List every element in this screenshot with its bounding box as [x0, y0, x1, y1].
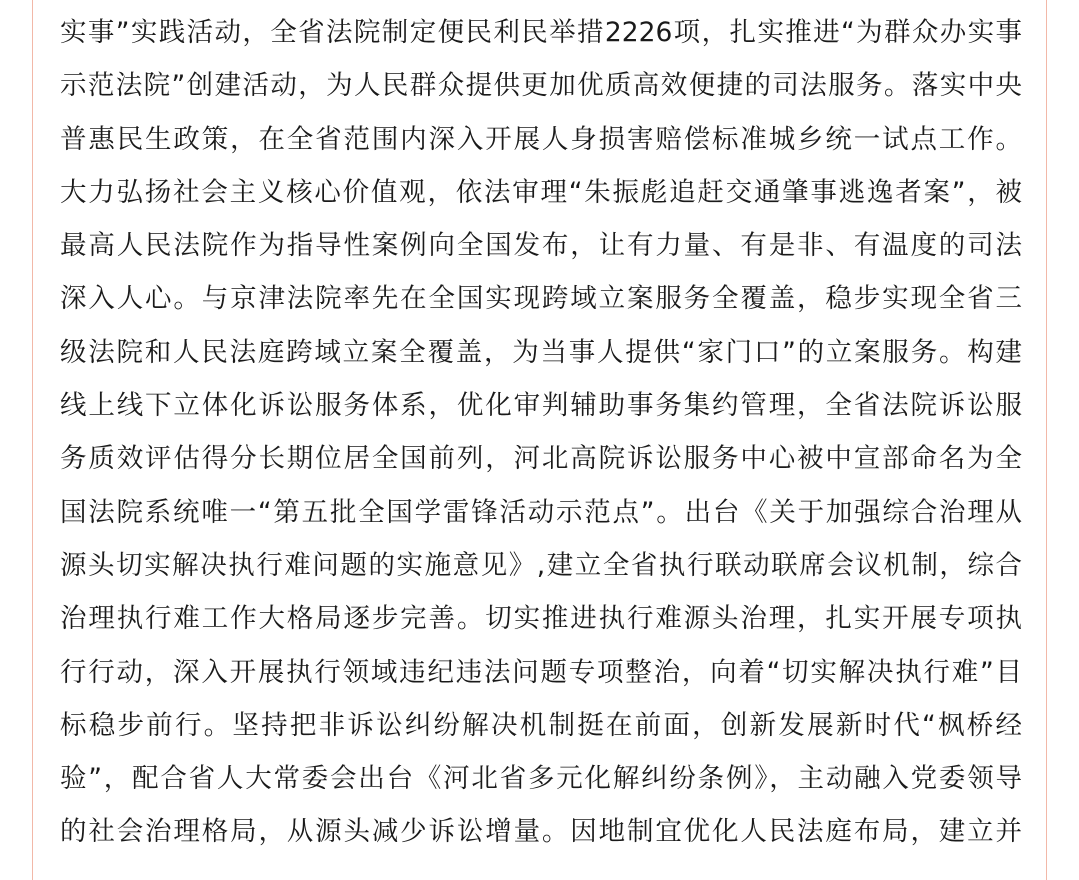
text-line: 国法院系统唯一“第五批全国学雷锋活动示范点”。出台《关于加强综合治理从 [60, 496, 1022, 528]
text-line: 最高人民法院作为指导性案例向全国发布，让有力量、有是非、有温度的司法 [60, 230, 1022, 262]
left-border-line [32, 0, 33, 880]
text-line: 级法院和人民法庭跨域立案全覆盖，为当事人提供“家门口”的立案服务。构建 [60, 336, 1022, 368]
text-line: 源头切实解决执行难问题的实施意见》,建立全省执行联动联席会议机制，综合 [60, 549, 1022, 581]
text-line: 务质效评估得分长期位居全国前列，河北高院诉讼服务中心被中宣部命名为全 [60, 443, 1022, 475]
article-body [60, 6, 1022, 859]
text-line: 普惠民生政策，在全省范围内深入开展人身损害赔偿标准城乡统一试点工作。 [60, 123, 1022, 155]
text-line: 治理执行难工作大格局逐步完善。切实推进执行难源头治理，扎实开展专项执 [60, 603, 1022, 635]
text-line: 行行动，深入开展执行领域违纪违法问题专项整治，向着“切实解决执行难”目 [60, 656, 1022, 688]
text-line: 实事”实践活动，全省法院制定便民利民举措2226项，扎实推进“为群众办实事 [60, 17, 1022, 48]
text-line: 线上线下立体化诉讼服务体系，优化审判辅助事务集约管理，全省法院诉讼服 [60, 390, 1022, 422]
text-line: 标稳步前行。坚持把非诉讼纠纷解决机制挺在前面，创新发展新时代“枫桥经 [60, 709, 1022, 741]
text-line: 验”，配合省人大常委会出台《河北省多元化解纠纷条例》，主动融入党委领导 [60, 763, 1022, 795]
text-line: 深入人心。与京津法院率先在全国实现跨域立案服务全覆盖，稳步实现全省三 [60, 283, 1022, 315]
text-line: 示范法院”创建活动，为人民群众提供更加优质高效便捷的司法服务。落实中央 [60, 70, 1022, 102]
right-border-line [1046, 0, 1047, 880]
text-line: 大力弘扬社会主义核心价值观，依法审理“朱振彪追赶交通肇事逃逸者案”，被 [60, 176, 1022, 208]
text-line: 的社会治理格局，从源头减少诉讼增量。因地制宜优化人民法庭布局，建立并 [60, 816, 1022, 848]
